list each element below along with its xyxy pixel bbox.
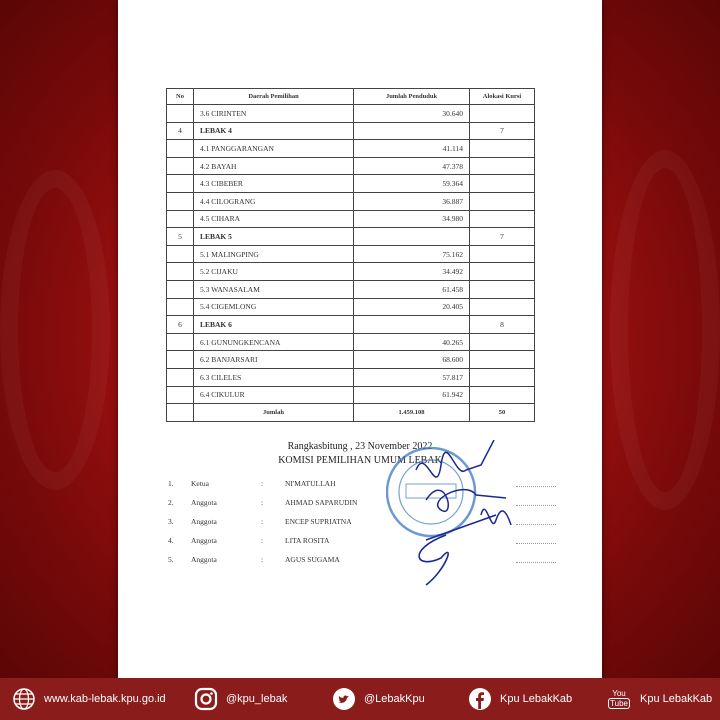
institution-name: KOMISI PEMILIHAN UMUM LEBAK [278,455,442,466]
table-row [167,368,535,386]
cell-pop: 61.458 [354,280,470,298]
member-role: Anggota [191,536,217,545]
cell-no: 4 [167,122,194,140]
table-row [167,140,535,158]
table-row [167,386,535,404]
cell-name: 4.2 BAYAH [194,157,354,175]
cell-no: 6 [167,316,194,334]
cell-no [167,298,194,316]
cell-seats: 8 [470,316,535,334]
youtube-logo-text: You [612,689,626,698]
seat-allocation-table [166,88,535,422]
cell-no [167,368,194,386]
table-header [167,89,535,105]
cell-seats [470,351,535,369]
cell-pop: 34.980 [354,210,470,228]
cell-pop: 68.600 [354,351,470,369]
cell-name: 4.4 CILOGRANG [194,192,354,210]
cell-no [167,351,194,369]
member-number: 5. [168,555,174,564]
cell-no [167,263,194,281]
member-role: Anggota [191,517,217,526]
col-seats: Alokasi Kursi [470,89,535,105]
website-text: www.kab-lebak.kpu.go.id [44,693,166,705]
cell-pop: 61.942 [354,386,470,404]
facebook-link[interactable] [468,678,572,720]
cell-name: 6.3 CILELES [194,368,354,386]
cell-name: 3.6 CIRINTEN [194,105,354,123]
cell-no [167,105,194,123]
cell-no: 5 [167,228,194,246]
cell-pop: 40.265 [354,333,470,351]
youtube-logo-text: Tube [610,699,628,708]
cell-seats [470,263,535,281]
district-group-row [167,316,535,334]
cell-seats [470,140,535,158]
instagram-text: @kpu_lebak [226,693,288,705]
cell-seats [470,105,535,123]
table-row [167,175,535,193]
cell-name: 6.2 BANJARSARI [194,351,354,369]
member-role: Anggota [191,498,217,507]
cell-pop: 57.817 [354,368,470,386]
cell-seats [470,333,535,351]
instagram-icon [194,687,218,711]
colon: : [261,479,264,488]
globe-icon [12,687,36,711]
table-row [167,298,535,316]
table-row [167,280,535,298]
member-name: LITA ROSITA [285,536,330,545]
cell-name: 4.1 PANGGARANGAN [194,140,354,158]
cell-pop: 34.492 [354,263,470,281]
cell-seats [470,245,535,263]
member-name: AHMAD SAPARUDIN [285,498,358,507]
table-row [167,245,535,263]
cell-seats [470,157,535,175]
table-row [167,263,535,281]
table-row [167,210,535,228]
district-group-row [167,122,535,140]
total-population: 1.459.108 [354,404,470,422]
cell-pop: 20.405 [354,298,470,316]
cell-seats [470,298,535,316]
member-name: ENCEP SUPRIATNA [285,517,352,526]
cell-pop [354,122,470,140]
twitter-link[interactable] [332,678,425,720]
cell-seats: 7 [470,228,535,246]
facebook-icon [468,687,492,711]
member-number: 2. [168,498,174,507]
member-number: 3. [168,517,174,526]
website-link[interactable] [12,678,166,720]
cell-no [167,210,194,228]
cell-name: 4.3 CIBEBER [194,175,354,193]
colon: : [261,498,264,507]
twitter-text: @LebakKpu [364,693,425,705]
cell-name: 5.3 WANASALAM [194,280,354,298]
cell-seats [470,386,535,404]
cell-name: LEBAK 5 [194,228,354,246]
colon: : [261,536,264,545]
cell-pop: 36.887 [354,192,470,210]
cell-no [167,386,194,404]
cell-seats [470,210,535,228]
col-district: Daerah Pemilihan [194,89,354,105]
twitter-icon [332,687,356,711]
cell-name: 5.2 CIJAKU [194,263,354,281]
cell-pop: 75.162 [354,245,470,263]
member-name: NI'MATULLAH [285,479,336,488]
member-role: Ketua [191,479,209,488]
official-stamp-and-signatures [386,440,526,590]
footer-bar [0,678,720,720]
cell-no [167,192,194,210]
cell-pop: 59.364 [354,175,470,193]
facebook-text: Kpu LebakKab [500,693,573,705]
cell-no [167,140,194,158]
table-row [167,192,535,210]
cell-name: 5.4 CIGEMLONG [194,298,354,316]
member-number: 4. [168,536,174,545]
decor-ring [0,170,110,490]
instagram-link[interactable] [194,678,287,720]
cell-no [167,404,194,422]
col-population: Jumlah Penduduk [354,89,470,105]
member-name: AGUS SUGAMA [285,555,340,564]
cell-name: 5.1 MALINGPING [194,245,354,263]
youtube-link[interactable] [606,678,712,720]
cell-no [167,333,194,351]
cell-pop: 41.114 [354,140,470,158]
cell-seats [470,175,535,193]
table-row [167,351,535,369]
cell-no [167,157,194,175]
cell-name: LEBAK 4 [194,122,354,140]
youtube-text: Kpu LebakKab [640,693,713,705]
cell-name: 4.5 CIHARA [194,210,354,228]
cell-no [167,280,194,298]
decor-ring [610,150,720,510]
cell-pop [354,228,470,246]
total-row [167,404,535,422]
cell-pop: 47.378 [354,157,470,175]
place-date: Rangkasbitung , 23 November 2022 [287,441,433,452]
total-label: Jumlah [194,404,354,422]
district-group-row [167,228,535,246]
cell-seats: 7 [470,122,535,140]
member-number: 1. [168,479,174,488]
cell-seats [470,192,535,210]
total-seats: 50 [470,404,535,422]
cell-pop [354,316,470,334]
colon: : [261,517,264,526]
table-row [167,157,535,175]
cell-seats [470,280,535,298]
table-row [167,105,535,123]
document-page [118,0,602,678]
cell-pop: 30.640 [354,105,470,123]
cell-no [167,175,194,193]
cell-name: LEBAK 6 [194,316,354,334]
cell-no [167,245,194,263]
youtube-icon [606,687,632,711]
col-no: No [167,89,194,105]
table-row [167,333,535,351]
cell-seats [470,368,535,386]
member-role: Anggota [191,555,217,564]
cell-name: 6.4 CIKULUR [194,386,354,404]
colon: : [261,555,264,564]
cell-name: 6.1 GUNUNGKENCANA [194,333,354,351]
